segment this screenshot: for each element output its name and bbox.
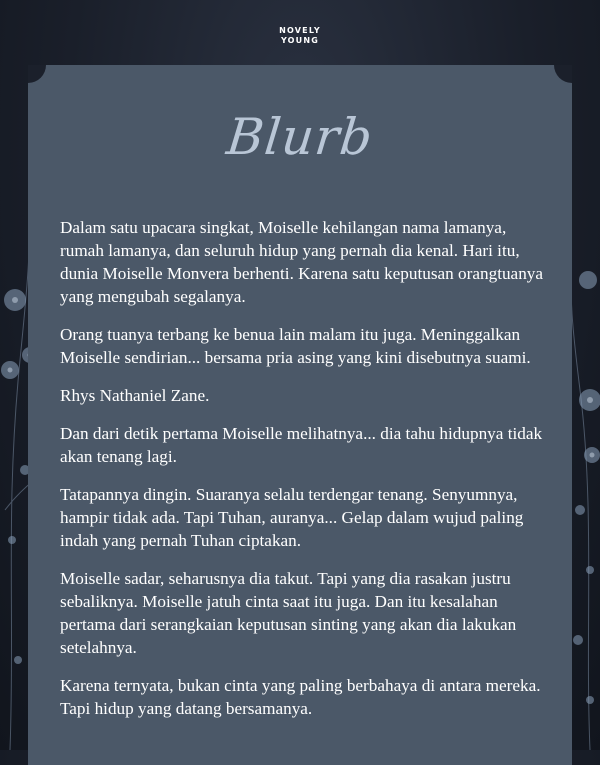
brand-line-1: NOVELY [279,26,321,35]
paragraph: Karena ternyata, bukan cinta yang paling berbahaya di antara mereka. Tapi hidup yang datang bersamanya. [60,676,541,718]
blurb-text [60,216,550,735]
card-corner-left [28,65,46,83]
paragraph: Rhys Nathaniel Zane. [60,386,210,405]
paragraph: Moiselle sadar, seharusnya dia takut. Tapi yang dia rasakan justru sebaliknya. Moiselle jatuh cinta saat itu juga. Dan itu kesalahan pertama dari serangkaian keputusan sinting yang akan dia lakukan setelahnya. [60,569,517,657]
paragraph: Tatapannya dingin. Suaranya selalu terdengar tenang. Senyumnya, hampir tidak ada. Tapi Tuhan, auranya... Gelap dalam wujud paling indah yang pernah Tuhan ciptakan. [60,485,524,550]
blurb-title: Blurb [224,108,376,166]
paragraph: Dan dari detik pertama Moiselle melihatnya... dia tahu hidupnya tidak akan tenang lagi. [60,424,543,466]
paragraph: Orang tuanya terbang ke benua lain malam itu juga. Meninggalkan Moiselle sendirian... bersama pria asing yang kini disebutnya suami. [60,325,531,367]
card-corner-right [554,65,572,83]
brand-line-2: YOUNG [280,36,320,45]
paragraph: Dalam satu upacara singkat, Moiselle kehilangan nama lamanya, rumah lamanya, dan seluruh hidup yang pernah dia kenal. Hari itu, dunia Moiselle Monvera berhenti. Karena satu keputusan orangtuanya yang mengubah segalanya. [60,218,544,306]
brand-logo [0,26,600,46]
